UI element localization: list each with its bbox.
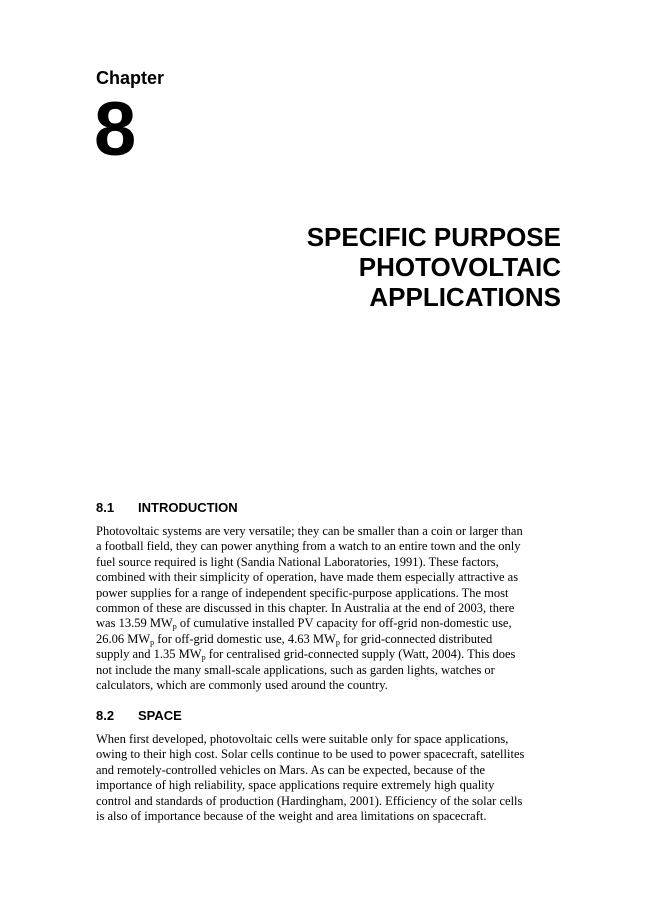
- paragraph-line: [96, 647, 566, 662]
- section-title: INTRODUCTION: [138, 500, 238, 515]
- section-number: 8.2: [96, 708, 115, 723]
- paragraph-line: fuel source required is light (Sandia National Laboratories, 1991). These factors,: [96, 554, 499, 569]
- chapter-title-line: SPECIFIC PURPOSE: [306, 222, 561, 252]
- paragraph-line: common of these are discussed in this chapter. In Australia at the end of 2003, there: [96, 601, 515, 616]
- subscript: p: [201, 653, 206, 663]
- chapter-title-line: APPLICATIONS: [369, 282, 561, 312]
- paragraph-line: When first developed, photovoltaic cells were suitable only for space applications,: [96, 732, 509, 746]
- chapter-title-line: PHOTOVOLTAIC: [358, 252, 561, 282]
- line-text: 26.06 MW: [96, 631, 151, 646]
- subscript: p: [172, 622, 177, 632]
- line-text: was 13.59 MW: [96, 616, 173, 631]
- paragraph-line: importance of high reliability, space applications require extremely high quality: [96, 778, 495, 793]
- paragraph-line: not include the many small-scale applications, such as garden lights, watches or: [96, 662, 495, 677]
- paragraph-line: control and standards of production (Hardingham, 2001). Efficiency of the solar cells: [96, 793, 523, 808]
- line-text: for off-grid domestic use, 4.63 MW: [154, 631, 336, 646]
- section-heading-space: [96, 708, 182, 723]
- line-text: of cumulative installed PV capacity for off-grid non-domestic use,: [176, 616, 512, 631]
- paragraph-line: combined with their simplicity of operation, have made them especially attractive as: [96, 570, 519, 585]
- introduction-paragraph: [96, 524, 566, 693]
- subscript: p: [335, 637, 340, 647]
- line-text: for centralised grid-connected supply (Watt, 2004). This does: [205, 647, 516, 662]
- section-heading-introduction: [96, 500, 238, 515]
- space-paragraph: [96, 732, 566, 824]
- paragraph-line: [96, 616, 566, 631]
- paragraph-line: owing to their high cost. Solar cells continue to be used to power spacecraft, satellites: [96, 747, 525, 762]
- section-title: SPACE: [138, 708, 182, 723]
- chapter-label: Chapter: [96, 68, 165, 88]
- paragraph-line: calculators, which are commonly used around the country.: [96, 678, 388, 693]
- section-number: 8.1: [96, 500, 115, 515]
- chapter-number: 8: [94, 87, 137, 172]
- paragraph-line: and remotely-controlled vehicles on Mars. As can be expected, because of the: [96, 762, 486, 777]
- line-text: for grid-connected distributed: [339, 631, 493, 646]
- chapter-title: [241, 222, 561, 312]
- paragraph-line: power supplies for a range of independent specific-purpose applications. The most: [96, 585, 509, 600]
- paragraph-line: Photovoltaic systems are very versatile; they can be smaller than a coin or larger than: [96, 524, 523, 538]
- paragraph-line: [96, 632, 566, 647]
- line-text: supply and 1.35 MW: [96, 647, 202, 662]
- paragraph-line: a football field, they can power anything from a watch to an entire town and the only: [96, 539, 521, 554]
- subscript: p: [150, 637, 155, 647]
- paragraph-line: is also of importance because of the weight and area limitations on spacecraft.: [96, 809, 487, 824]
